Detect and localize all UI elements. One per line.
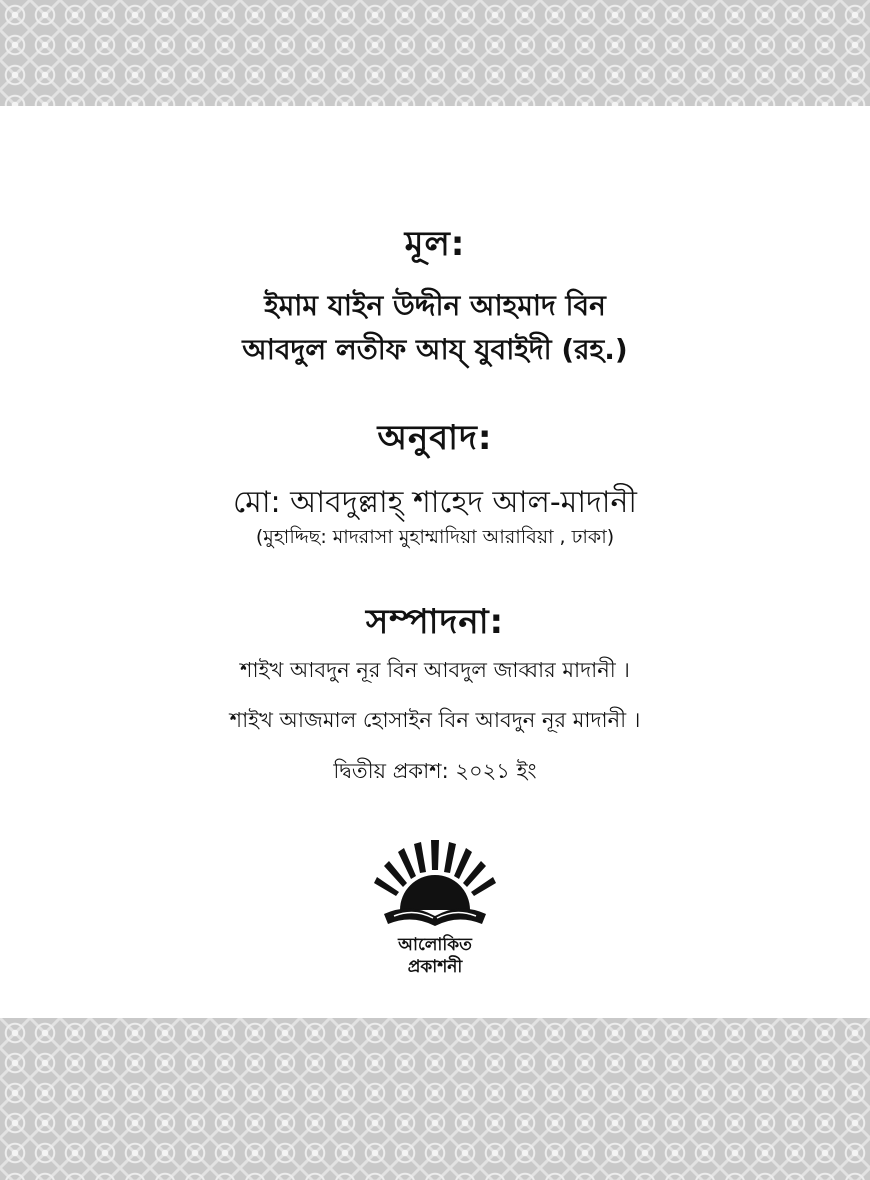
publisher-name-line-1: আলোকিত <box>398 935 472 955</box>
decorative-pattern-top <box>0 0 870 106</box>
decorative-pattern-bottom <box>0 1018 870 1180</box>
translator-name: মো: আবদুল্লাহ্ শাহেদ আল-মাদানী <box>232 485 637 520</box>
editor-1: শাইখ আবদুন নূর বিন আবদুল জাব্বার মাদানী । <box>240 658 630 682</box>
translator-affiliation: (মুহাদ্দিছ: মাদরাসা মুহাম্মাদিয়া আরাবিয়া , ঢাকা) <box>255 526 615 548</box>
original-heading: মূল: <box>404 224 466 264</box>
sun-book-icon <box>370 838 500 928</box>
edition-line: দ্বিতীয় প্রকাশ: ২০২১ ইং <box>333 759 537 783</box>
author-line-1: ইমাম যাইন উদ্দীন আহমাদ বিন <box>264 289 606 322</box>
publisher-name-line-2: প্রকাশনী <box>407 957 463 977</box>
publisher-logo <box>370 838 500 978</box>
translation-heading: অনুবাদ: <box>377 418 493 458</box>
author-line-2: আবদুল লতীফ আয্ যুবাইদী (রহ.) <box>242 333 628 366</box>
editing-heading: সম্পাদনা: <box>365 602 505 642</box>
editor-2: শাইখ আজমাল হোসাইন বিন আবদুন নূর মাদানী । <box>229 708 641 732</box>
